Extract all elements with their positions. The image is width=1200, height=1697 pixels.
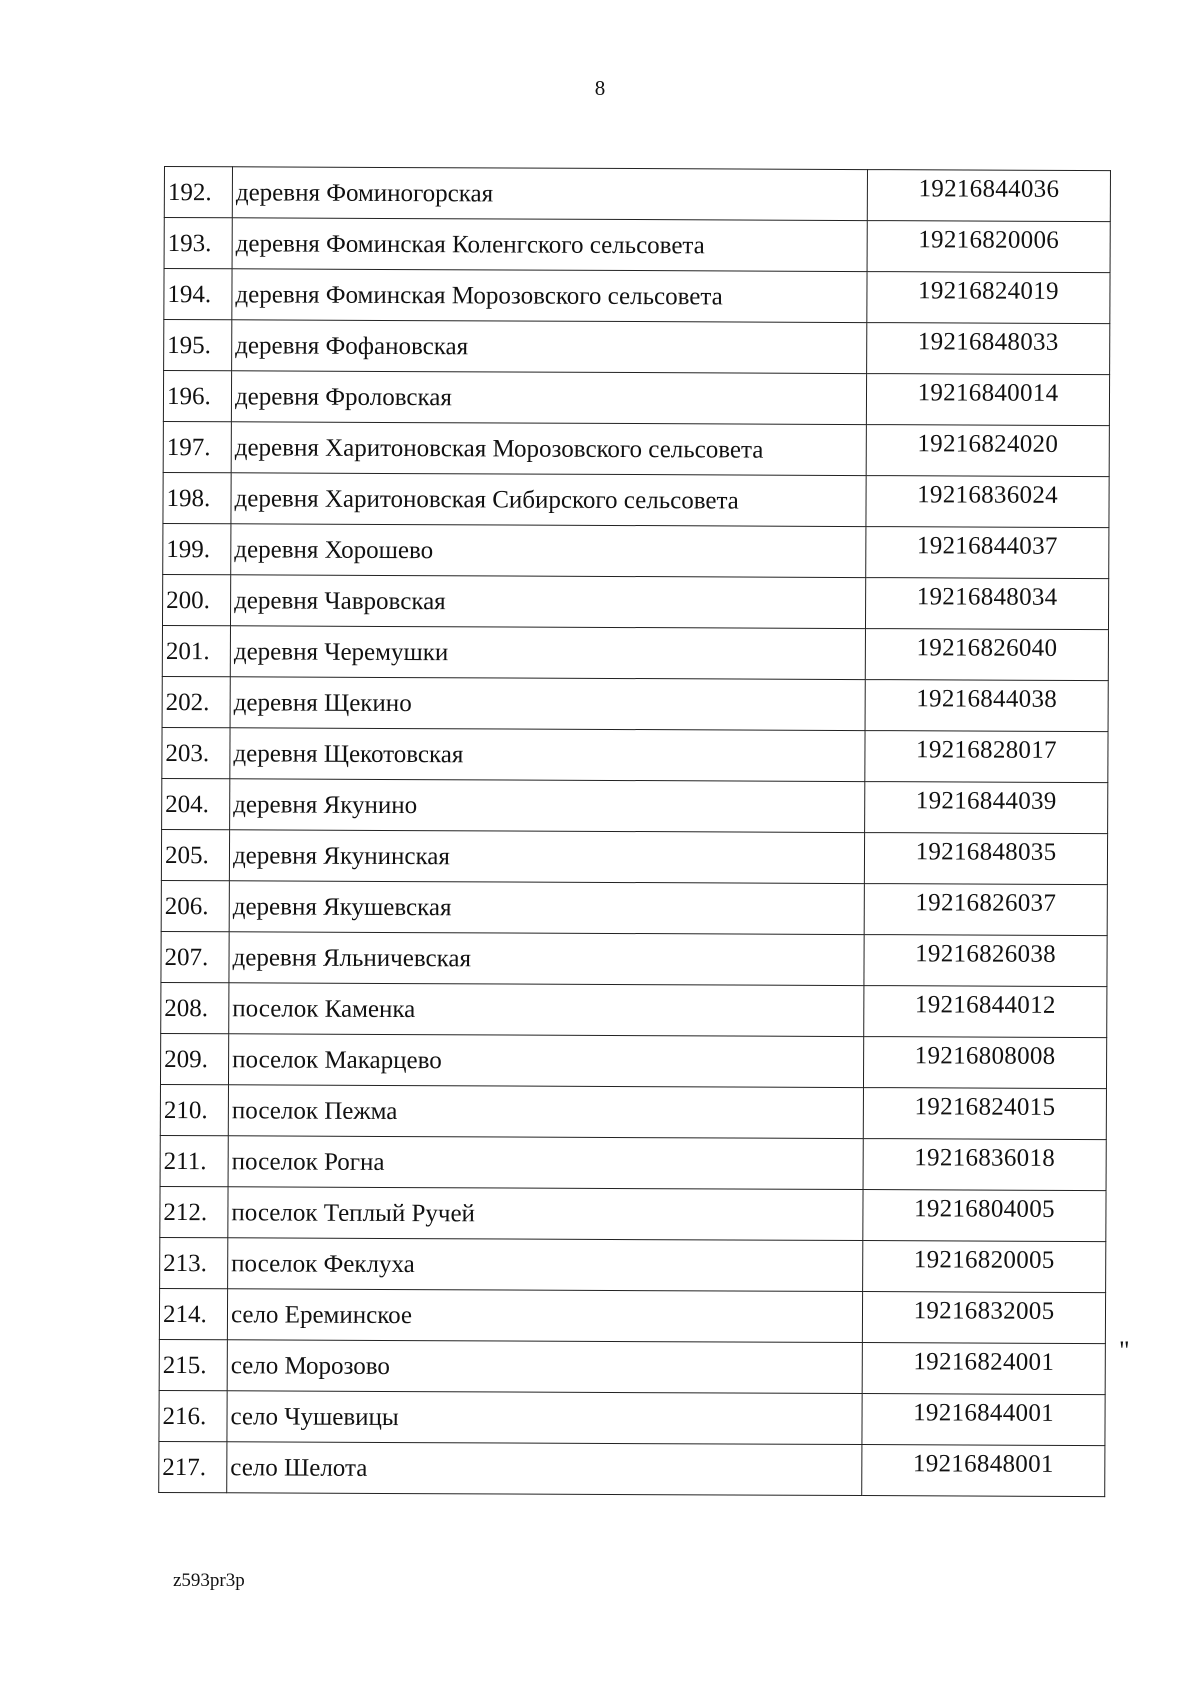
- table-row: [161, 931, 1107, 986]
- settlement-name-cell: деревня Фоминогорская: [232, 167, 867, 221]
- settlement-name-cell: поселок Макарцево: [228, 1034, 863, 1088]
- row-number-cell: 205.: [161, 829, 229, 880]
- oktmo-code-cell: 19216820005: [863, 1241, 1106, 1293]
- table-row: [162, 727, 1108, 782]
- row-number-cell: 199.: [163, 523, 231, 574]
- table-row: [162, 676, 1108, 731]
- row-number-cell: 209.: [160, 1033, 228, 1084]
- settlement-name-cell: село Ереминское: [227, 1289, 862, 1343]
- row-number-cell: 217.: [159, 1441, 227, 1492]
- oktmo-code-cell: 19216848001: [862, 1445, 1105, 1497]
- table-row: [164, 320, 1110, 375]
- oktmo-code-cell: 19216844001: [862, 1394, 1105, 1446]
- table-row: [160, 1084, 1106, 1139]
- row-number-cell: 193.: [164, 218, 232, 269]
- settlement-name-cell: село Чушевицы: [227, 1391, 862, 1445]
- table-row: [159, 1288, 1105, 1343]
- row-number-cell: 211.: [160, 1135, 228, 1186]
- row-number-cell: 194.: [164, 269, 232, 320]
- row-number-cell: 200.: [162, 574, 230, 625]
- row-number-cell: 204.: [162, 778, 230, 829]
- settlement-name-cell: деревня Щекино: [230, 677, 865, 731]
- oktmo-code-cell: 19216844039: [865, 782, 1108, 834]
- row-number-cell: 195.: [164, 320, 232, 371]
- oktmo-code-cell: 19216844037: [866, 527, 1109, 579]
- settlement-name-cell: деревня Якунинская: [229, 830, 864, 884]
- settlement-name-cell: деревня Фоминская Коленгского сельсовета: [232, 218, 867, 272]
- table-row: [163, 523, 1109, 578]
- settlement-name-cell: деревня Харитоновская Сибирского сельсовета: [231, 473, 866, 527]
- settlement-name-cell: поселок Феклуха: [228, 1238, 863, 1292]
- settlement-name-cell: деревня Яльничевская: [229, 932, 864, 986]
- oktmo-code-cell: 19216804005: [863, 1190, 1106, 1242]
- row-number-cell: 201.: [162, 625, 230, 676]
- table-row: [160, 1135, 1106, 1190]
- oktmo-code-cell: 19216836024: [866, 476, 1109, 528]
- oktmo-code-cell: 19216826038: [864, 935, 1107, 987]
- oktmo-code-cell: 19216848035: [864, 833, 1107, 885]
- row-number-cell: 208.: [161, 982, 229, 1033]
- closing-quote-mark: ": [1119, 1336, 1130, 1365]
- row-number-cell: 197.: [163, 421, 231, 472]
- table-row: [159, 1441, 1105, 1496]
- settlement-name-cell: деревня Чавровская: [230, 575, 865, 629]
- oktmo-code-cell: 19216832005: [862, 1292, 1105, 1344]
- table-row: [164, 218, 1110, 273]
- settlement-name-cell: поселок Каменка: [229, 983, 864, 1037]
- settlement-name-cell: село Шелота: [227, 1442, 862, 1496]
- settlement-name-cell: деревня Хорошево: [231, 524, 866, 578]
- row-number-cell: 214.: [159, 1288, 227, 1339]
- settlement-name-cell: поселок Пежма: [228, 1085, 863, 1139]
- row-number-cell: 203.: [162, 727, 230, 778]
- oktmo-code-cell: 19216848034: [865, 578, 1108, 630]
- table-row: [160, 1237, 1106, 1292]
- row-number-cell: 216.: [159, 1390, 227, 1441]
- settlement-name-cell: поселок Теплый Ручей: [228, 1187, 863, 1241]
- settlement-name-cell: деревня Черемушки: [230, 626, 865, 680]
- oktmo-code-cell: 19216824001: [862, 1343, 1105, 1395]
- oktmo-code-cell: 19216836018: [863, 1139, 1106, 1191]
- oktmo-code-cell: 19216826040: [865, 629, 1108, 681]
- settlement-name-cell: деревня Фоминская Морозовского сельсовета: [232, 269, 867, 323]
- oktmo-code-cell: 19216826037: [864, 884, 1107, 936]
- oktmo-code-cell: 19216828017: [865, 731, 1108, 783]
- oktmo-code-cell: 19216840014: [866, 374, 1109, 426]
- settlement-name-cell: деревня Якунино: [230, 779, 865, 833]
- oktmo-code-cell: 19216824015: [863, 1088, 1106, 1140]
- document-code: z593pr3p: [173, 1570, 245, 1591]
- oktmo-code-cell: 19216844012: [864, 986, 1107, 1038]
- row-number-cell: 198.: [163, 472, 231, 523]
- settlement-name-cell: деревня Фофановская: [232, 320, 867, 374]
- table-row: [164, 269, 1110, 324]
- oktmo-code-cell: 19216808008: [863, 1037, 1106, 1089]
- settlement-name-cell: деревня Харитоновская Морозовского сельсовета: [231, 422, 866, 476]
- table-row: [159, 1390, 1105, 1445]
- row-number-cell: 196.: [163, 371, 231, 422]
- table-row: [160, 1033, 1106, 1088]
- row-number-cell: 207.: [161, 931, 229, 982]
- table-row: [159, 1339, 1105, 1394]
- oktmo-code-cell: 19216824019: [867, 272, 1110, 324]
- oktmo-code-cell: 19216824020: [866, 425, 1109, 477]
- table-row: [164, 167, 1110, 222]
- table-row: [162, 574, 1108, 629]
- settlements-table-container: [164, 166, 1110, 1493]
- table-row: [163, 472, 1109, 527]
- page-number: 8: [594, 76, 606, 100]
- row-number-cell: 215.: [159, 1339, 227, 1390]
- settlement-name-cell: деревня Щекотовская: [230, 728, 865, 782]
- settlement-name-cell: деревня Якушевская: [229, 881, 864, 935]
- row-number-cell: 192.: [164, 167, 232, 218]
- oktmo-code-cell: 19216820006: [867, 221, 1110, 273]
- settlement-name-cell: село Морозово: [227, 1340, 862, 1394]
- oktmo-code-cell: 19216848033: [867, 323, 1110, 375]
- table-row: [160, 1186, 1106, 1241]
- table-row: [163, 421, 1109, 476]
- row-number-cell: 213.: [160, 1237, 228, 1288]
- row-number-cell: 202.: [162, 676, 230, 727]
- row-number-cell: 210.: [160, 1084, 228, 1135]
- settlement-name-cell: деревня Фроловская: [231, 371, 866, 425]
- settlement-name-cell: поселок Рогна: [228, 1136, 863, 1190]
- table-row: [162, 625, 1108, 680]
- settlements-table: [158, 166, 1111, 1497]
- row-number-cell: 212.: [160, 1186, 228, 1237]
- oktmo-code-cell: 19216844036: [867, 170, 1110, 222]
- table-row: [161, 829, 1107, 884]
- table-body: [159, 167, 1111, 1497]
- table-row: [161, 880, 1107, 935]
- row-number-cell: 206.: [161, 880, 229, 931]
- table-row: [163, 371, 1109, 426]
- table-row: [162, 778, 1108, 833]
- table-row: [161, 982, 1107, 1037]
- oktmo-code-cell: 19216844038: [865, 680, 1108, 732]
